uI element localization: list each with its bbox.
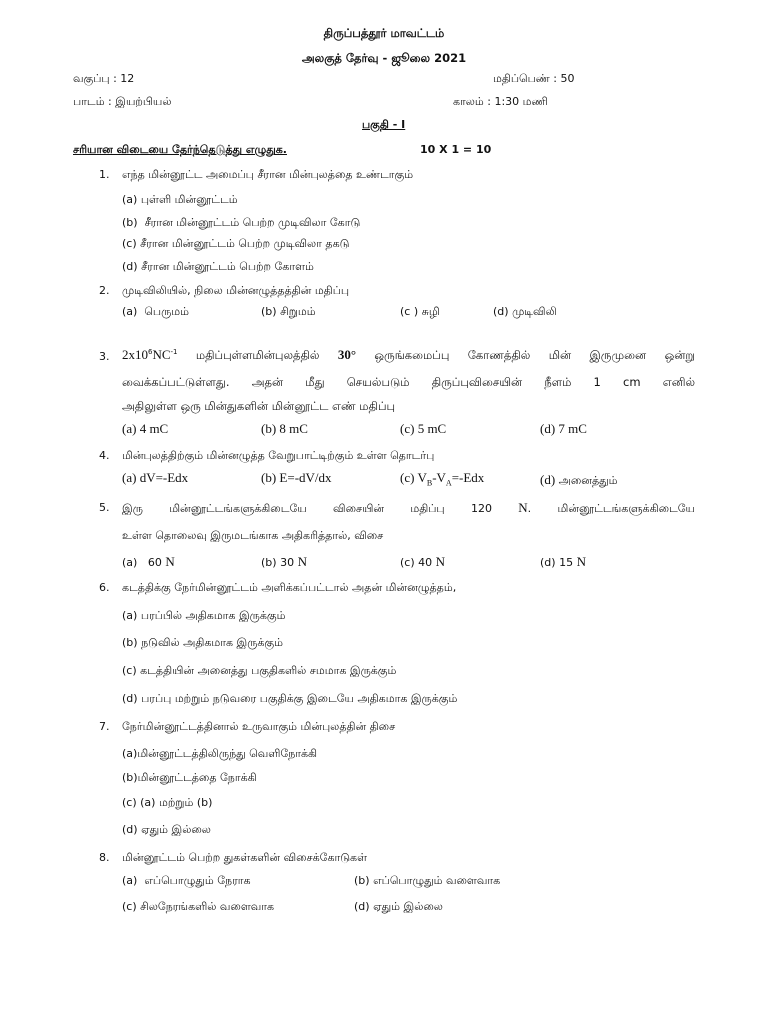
question-text: நேர்மின்னூட்டத்தினால் உருவாகும் மின்புலத்தின் திசை [122,720,396,733]
question-text-line1 [122,347,695,364]
option-label: (a) [122,747,138,760]
option [400,470,484,488]
option-label: (b) [261,470,277,485]
question-number: 5. [99,501,110,514]
question-number: 6. [99,581,110,594]
option-label: (b) [122,216,138,229]
exam-title: அலகுத் தேர்வு - ஜூலை 2021 [301,51,467,65]
option-text: அனைத்தும் [558,474,618,487]
option-label: (d) [540,556,556,569]
option-label: (a) [122,305,138,318]
option-label: (a) [122,609,138,622]
option [261,305,316,320]
option-text: dV=-Edx [139,470,189,485]
option [122,636,283,651]
option [122,216,360,231]
option [122,823,211,838]
question-text-line2: வைக்கப்பட்டுள்ளது. அதன் மீது செயல்படும் திருப்புவிசையின் நீளம் 1 cm எனில் [122,375,695,389]
option-label: (b) [122,636,138,649]
option [122,900,274,915]
option-text: -V [432,470,446,485]
option [354,900,443,915]
marks-label: மதிப்பெண் : 50 [493,72,575,85]
option-label: (b) [354,874,370,887]
option [493,305,557,320]
option-text: மின்னூட்டத்திலிருந்து வெளிநோக்கி [137,747,318,760]
option-text: சீரான மின்னூட்டம் பெற்ற முடிவிலா தகடு [140,237,350,250]
option-label: (a) [122,193,138,206]
option-text: 60 [147,556,162,569]
angle: 30° [337,347,357,362]
option-label: (d) [493,305,509,318]
option [122,692,457,707]
option [122,747,317,762]
option [122,554,175,570]
class-label: வகுப்பு : 12 [73,72,135,85]
option-text: ஏதும் இல்லை [141,823,211,836]
question-text: முடிவிலியில், நிலை மின்னழுத்தத்தின் மதிப்பு [122,284,350,297]
exponent: 6 [148,348,153,357]
time-label: காலம் : 1:30 மணி [453,95,548,108]
unit: N [576,554,586,569]
option-label: (c) [122,900,137,913]
unit: N [165,554,175,569]
text: இரு மின்னூட்டங்களுக்கிடையே விசையின் மதிப்பு 120 [122,502,519,515]
question-number: 7. [99,720,110,733]
option [261,421,308,437]
option-text: புள்ளி மின்னூட்டம் [140,193,238,206]
option-text: நடுவில் அதிகமாக இருக்கும் [141,636,283,649]
question-text: கடத்திக்கு நேர்மின்னூட்டம் அளிக்கப்பட்டால் அதன் மின்னழுத்தம், [122,581,457,594]
option-label: (d) [122,692,138,705]
option-text: மின்னூட்டத்தை நோக்கி [137,771,257,784]
unit: N [518,500,528,515]
option-label: (d) [540,472,556,487]
subscript: A [445,478,452,488]
option-text: சீரான மின்னூட்டம் பெற்ற முடிவிலா கோடு [144,216,361,229]
option-text: எப்பொழுதும் நேராக [144,874,251,887]
option-label: (a) [122,874,138,887]
option-label: (b) [261,421,277,436]
option-label: (d) [122,823,138,836]
option-text: பெருமம் [144,305,189,318]
question-text-line2: உள்ள தொலைவு இருமடங்காக அதிகரித்தால், விசை [122,529,384,542]
question-text-line1 [122,500,695,517]
option-label: (d) [540,421,556,436]
question-number: 1. [99,168,110,181]
option-text: பரப்பு மற்றும் நடுவரை பகுதிக்கு இடையே அதிகமாக இருக்கும் [141,692,458,705]
option-text: சிறுமம் [280,305,316,318]
question-number: 2. [99,284,110,297]
option [400,421,446,437]
option-label: (d) [354,900,370,913]
option-text: E=-dV/dx [279,470,332,485]
text: ஒருங்கமைப்பு கோணத்தில் மின் இருமுனை ஒன்று [356,348,695,362]
option-text: 40 [418,556,433,569]
option [122,193,238,208]
section-title: பகுதி - I [362,118,406,131]
question-text: மின்னூட்டம் பெற்ற துகள்களின் விசைக்கோடுகள் [122,851,368,864]
option-text: V [417,470,427,485]
option-text: கடத்தியின் அனைத்து பகுதிகளில் சமமாக இருக்கும் [140,664,397,677]
option [400,554,445,570]
option-text: 30 [280,556,295,569]
option [261,554,307,570]
question-text: எந்த மின்னூட்ட அமைப்பு சீரான மின்புலத்தை உண்டாகும் [122,168,414,181]
option [122,260,314,275]
option [354,874,500,889]
option-label: (c) [122,237,137,250]
question-text-line3: அதிலுள்ள ஒரு மின்துகளின் மின்னூட்ட எண் மதிப்பு [122,399,396,413]
field-value: 2x10 [122,347,148,362]
district-title: திருப்பத்தூர் மாவட்டம் [323,26,445,40]
option-label: (a) [122,556,138,569]
option-text: =-Edx [451,470,485,485]
option-label: (b) [122,771,138,784]
question-number: 3. [99,350,110,363]
subscript: B [426,478,433,488]
option-text: எப்பொழுதும் வளைவாக [373,874,501,887]
option [400,305,440,320]
option [540,421,587,437]
option [122,664,396,679]
instruction: சரியான விடையை தேர்ந்தெடுத்து எழுதுக. [73,143,287,156]
marks-formula: 10 X 1 = 10 [420,143,492,156]
option [122,305,189,320]
text: . மின்னூட்டங்களுக்கிடையே [527,502,695,515]
option [122,874,251,889]
option-text: 4 mC [139,421,169,436]
option [122,470,188,486]
question-number: 8. [99,851,110,864]
option-label: (c ) [400,305,419,318]
option [122,237,349,252]
option-text: சுழி [421,305,440,318]
unit: NC [152,347,171,362]
option [261,470,332,486]
option-text: முடிவிலி [512,305,557,318]
option [540,554,586,570]
option-label: (a) [122,421,137,436]
question-number: 4. [99,449,110,462]
option [122,609,285,624]
option-text: 5 mC [417,421,447,436]
option-label: (c) [122,664,137,677]
option [122,796,212,811]
option-text: சிலநேரங்களில் வளைவாக [140,900,275,913]
option-label: (c) [122,796,137,809]
option-label: (c) [400,470,415,485]
option-text: 7 mC [558,421,587,436]
option-label: (c) [400,421,415,436]
subject-label: பாடம் : இயற்பியல் [73,95,172,108]
unit-exponent: -1 [170,348,178,357]
unit: N [435,554,446,569]
question-text: மின்புலத்திற்கும் மின்னழுத்த வேறுபாட்டிற்கும் உள்ள தொடர்பு [122,449,435,462]
option-text: 15 [559,556,574,569]
option-text: பரப்பில் அதிகமாக இருக்கும் [140,609,286,622]
option-label: (c) [400,556,415,569]
option-text: 8 mC [279,421,308,436]
option [122,771,257,786]
option [122,421,168,437]
unit: N [297,554,307,569]
text: மதிப்புள்ளமின்புலத்தில் [177,348,338,362]
option-label: (b) [261,556,277,569]
option-label: (a) [122,470,137,485]
option [540,472,618,489]
option-label: (d) [122,260,138,273]
option-text: (a) மற்றும் (b) [140,796,213,809]
option-label: (b) [261,305,277,318]
option-text: ஏதும் இல்லை [373,900,443,913]
option-text: சீரான மின்னூட்டம் பெற்ற கோளம் [141,260,314,273]
